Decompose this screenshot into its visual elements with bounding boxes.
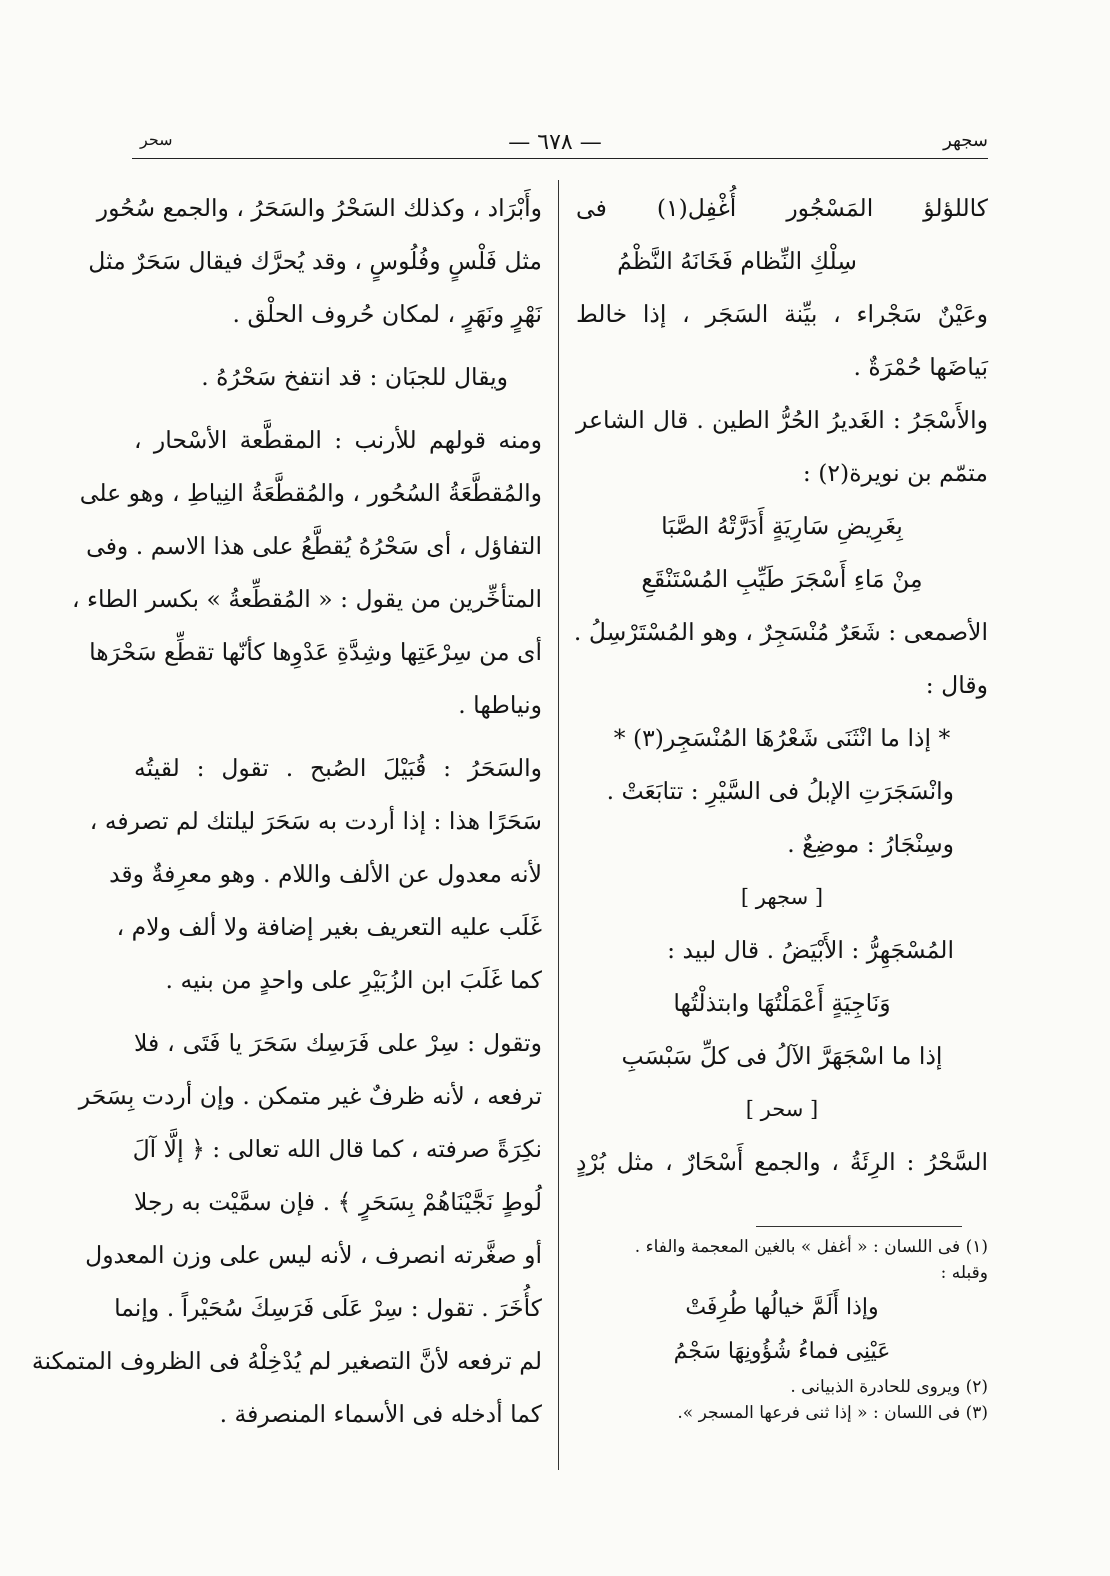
entry-heading: [ سحر ]	[745, 1097, 819, 1121]
text-line: والأَسْجَرُ : الغَديرُ الحُرُّ الطين . قال الشاعر	[576, 406, 988, 434]
verse-line: * إذا ما انْثَنَى شَعْرُهَا المُنْسَجِر(٣) *	[613, 724, 951, 752]
header-rule	[132, 158, 988, 159]
text-line: وعَيْنٌ سَجْراء ، بيِّنة السَجَر ، إذا خالط	[576, 300, 988, 328]
text-line: كأُخَرَ . تقول : سِرْ عَلَى فَرَسِكَ سُحَيْراً . وإنما	[114, 1294, 542, 1322]
text-line: متمّم بن نويرة(٢) :	[802, 459, 988, 487]
verse-line: مِنْ مَاءِ أَسْجَرَ طَيِّبِ المُسْتَنْقَعِ	[641, 565, 923, 593]
text-line: لم ترفعه لأنَّ التصغير لم يُدْخِلْهُ فى الظروف المتمكنة	[31, 1347, 542, 1375]
verse-line: وَنَاجِيَةٍ أَعْمَلْتُهَا وابتذلْتُها	[673, 989, 891, 1017]
text-line: والمُقطَّعَةُ السُحُور ، والمُقطَّعَةُ النِياطِ ، وهو على	[79, 479, 542, 507]
text-line: الأصمعى : شَعَرٌ مُنْسَجِرٌ ، وهو المُسْتَرْسِلُ .	[573, 618, 988, 646]
text-line: المتأخِّرين من يقول : « المُقطِّعةُ » بكسر الطاء ،	[71, 585, 542, 613]
footnote-rule	[756, 1226, 962, 1227]
text-line: السَّحْرُ : الرِئَةُ ، والجمع أَسْحَارٌ ، مثل بُرْدٍ	[576, 1148, 988, 1176]
text-line: وتقول : سِرْ على فَرَسِك سَحَرَ يا فَتَى ، فلا	[134, 1029, 542, 1057]
text-line: بَياضَها حُمْرَةٌ .	[853, 353, 988, 381]
text-line: والسَحَرُ : قُبَيْلَ الصُبح . تقول : لقيتُه	[134, 754, 542, 782]
text-line: ومنه قولهم للأرنب : المقطَّعة الأسْحار ،	[134, 426, 542, 454]
text-line: كما غَلَبَ ابن الزُبَيْرِ على واحدٍ من بنيه .	[165, 966, 542, 994]
page-number: — ٦٧٨ —	[508, 130, 602, 155]
footnote-1: (١) فى اللسان : « أغفل » بالغين المعجمة والفاء .	[634, 1237, 988, 1257]
text-line: نكِرَةً صرفته ، كما قال الله تعالى : ﴿ إلَّا آلَ	[132, 1135, 542, 1163]
verse-line: بِغَرِيضِ سَارِيَةٍ أَدَرَّتْهُ الصَّبَا	[661, 512, 903, 540]
text-line: لأنه معدول عن الألف واللام . وهو معرِفةٌ وقد	[109, 860, 542, 888]
footnote-1-continued: وقبله :	[940, 1263, 988, 1283]
verse-line: سِلْكِ النِّظام فَخَانَهُ النَّظْمُ	[617, 247, 857, 275]
text-line: كما أدخله فى الأسماء المنصرفة .	[219, 1400, 542, 1428]
running-head-left: سحر	[140, 130, 173, 149]
text-line: ونياطها .	[458, 691, 542, 719]
left-column	[31, 182, 542, 1441]
footnote-3: (٣) فى اللسان : « إذا ثنى فرعها المسجر ».	[677, 1403, 988, 1423]
text-line: أى من سِرْعَتِها وشِدَّةِ عَدْوِها كأنّها تقطِّع سَحْرَها	[89, 638, 542, 666]
footnote-verse: وإذا أَلَمَّ خيالُها طُرِفَتْ	[685, 1295, 879, 1320]
text-line: مثل فَلْسٍ وفُلُوسٍ ، وقد يُحرَّك فيقال سَحَرٌ مثل	[88, 247, 542, 275]
text-line: وانْسَجَرَتِ الإبلُ فى السَّيْرِ : تتابَعَتْ .	[606, 777, 954, 805]
text-line: وقال :	[925, 671, 988, 699]
text-line: كاللؤلؤ المَسْجُور أُغْفِل(١) فى	[576, 194, 988, 222]
verse-line: إذا ما اسْجَهَرَّ الآلُ فى كلِّ سَبْسَبِ	[621, 1042, 943, 1070]
right-column	[573, 182, 988, 1189]
running-head-right: سجهر	[943, 130, 988, 151]
footnotes	[576, 1234, 988, 1426]
text-line: غَلَب عليه التعريف بغير إضافة ولا ألف ولام ،	[116, 913, 542, 941]
text-line: نَهْرٍ ونَهَرٍ ، لمكان حُروف الحلْق .	[232, 300, 542, 328]
footnote-2: (٢) ويروى للحادرة الذبيانى .	[790, 1377, 988, 1397]
text-line: لُوطٍ نَجَّيْنَاهُمْ بِسَحَرٍ ﴾ . فإن سمَّيْت به رجلا	[134, 1188, 542, 1216]
entry-heading: [ سجهر ]	[740, 885, 824, 909]
text-line: وأَبْرَاد ، وكذلك السَحْرُ والسَحَرُ ، والجمع سُحُور	[96, 194, 542, 222]
text-line: أو صغَّرته انصرف ، لأنه ليس على وزن المعدول	[85, 1241, 542, 1269]
footnote-verse: عَيْنِى فماءُ شُؤُونِهَا سَجْمُ	[673, 1339, 891, 1364]
text-line: وسِنْجَارُ : موضِعٌ .	[787, 830, 954, 858]
text-line: المُسْجَهِرُّ : الأَبْيَضُ . قال لبيد :	[667, 936, 954, 964]
text-line: ترفعه ، لأنه ظرفٌ غير متمكن . وإن أردت بِسَحَر	[78, 1082, 542, 1110]
text-line: سَحَرًا هذا : إذا أردت به سَحَرَ ليلتك لم تصرفه ،	[89, 807, 542, 835]
column-divider	[558, 180, 559, 1470]
text-line: التفاؤل ، أى سَحْرُهُ يُقطَّعُ على هذا الاسم . وفى	[86, 532, 542, 560]
text-line: ويقال للجبَان : قد انتفخ سَحْرُهُ .	[201, 363, 508, 391]
